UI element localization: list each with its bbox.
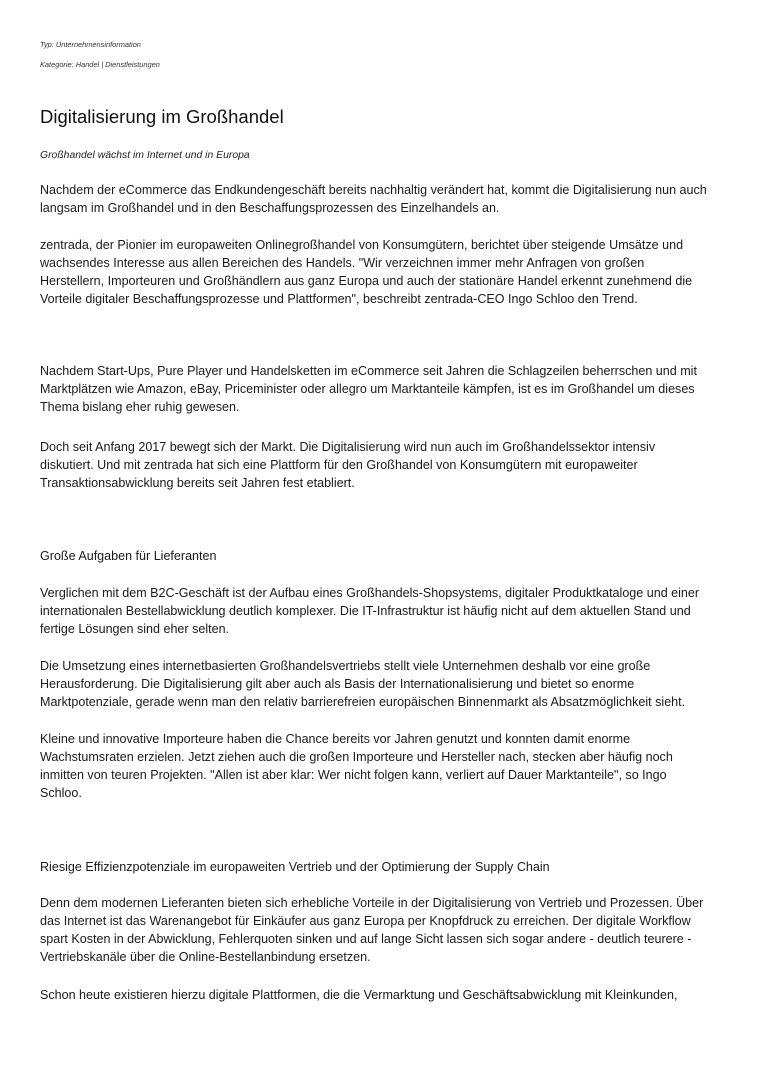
paragraph-line: Die Umsetzung eines internetbasierten Großhandelsvertriebs stellt viele Unternehmen deshalb vor eine große: [40, 659, 651, 673]
document-type-label: Typ: Unternehmensinformation: [40, 40, 141, 49]
paragraph-line: Wachstumsraten erzielen. Jetzt ziehen auch die großen Importeure und Hersteller nach, stecken aber häufig noch: [40, 750, 673, 764]
paragraph-line: das Internet ist das Warenangebot für Einkäufer aus ganz Europa per Knopfdruck zu erreichen. Der digitale Workflow: [40, 914, 691, 928]
paragraph-8: [40, 894, 730, 966]
paragraph-line: Schon heute existieren hierzu digitale Plattformen, die die Vermarktung und Geschäftsabwicklung mit Kleinkunden,: [40, 988, 678, 1002]
paragraph-line: Schloo.: [40, 786, 82, 800]
paragraph-line: Marktplätzen wie Amazon, eBay, Priceminister oder allegro um Marktanteile kämpfen, ist es im Großhandel um dieses: [40, 382, 695, 396]
paragraph-7: [40, 730, 730, 802]
paragraph-line: Thema bislang eher ruhig gewesen.: [40, 400, 240, 414]
section-heading-efficiency: Riesige Effizienzpotenziale im europaweiten Vertrieb und der Optimierung der Supply Chain: [40, 860, 550, 874]
paragraph-line: Vertriebskanäle über die Online-Bestellanbindung ersetzen.: [40, 950, 371, 964]
paragraph-line: zentrada, der Pionier im europaweiten Onlinegroßhandel von Konsumgütern, berichtet über steigende Umsätze und: [40, 238, 684, 252]
paragraph-line: Marktpotenziale, gerade wenn man den relativ barrierefreien europäischen Binnenmarkt als Absatzmöglichkeit sieht.: [40, 695, 686, 709]
paragraph-line: Denn dem modernen Lieferanten bieten sich erhebliche Vorteile in der Digitalisierung von Vertrieb und Prozessen. Über: [40, 896, 704, 910]
paragraph-line: wachsendes Interesse aus allen Bereichen des Handels. "Wir verzeichnen immer mehr Anfragen von großen: [40, 256, 645, 270]
paragraph-line: Nachdem Start-Ups, Pure Player und Handelsketten im eCommerce seit Jahren die Schlagzeilen beherrschen und mit: [40, 364, 697, 378]
article-subtitle: Großhandel wächst im Internet und in Europa: [40, 150, 250, 161]
article-title: Digitalisierung im Großhandel: [40, 106, 284, 127]
paragraph-line: Transaktionsabwicklung bereits seit Jahren fest etabliert.: [40, 476, 355, 490]
paragraph-line: diskutiert. Und mit zentrada hat sich eine Plattform für den Großhandel von Konsumgütern mit europaweiter: [40, 458, 638, 472]
paragraph-4: [40, 438, 730, 492]
paragraph-line: Nachdem der eCommerce das Endkundengeschäft bereits nachhaltig verändert hat, kommt die Digitalisierung nun auch: [40, 183, 707, 197]
paragraph-5: [40, 584, 730, 638]
paragraph-2: [40, 236, 730, 308]
paragraph-line: internationalen Bestellabwicklung deutlich komplexer. Die IT-Infrastruktur ist häufig nicht auf dem aktuellen Stand und: [40, 604, 691, 618]
paragraph-6: [40, 657, 730, 711]
paragraph-line: fertige Lösungen sind eher selten.: [40, 622, 230, 636]
document-category-label: Kategorie: Handel | Dienstleistungen: [40, 60, 160, 69]
paragraph-1: [40, 181, 730, 217]
paragraph-line: Vorteile digitaler Beschaffungsprozesse und Plattformen", beschreibt zentrada-CEO Ingo Schloo den Trend.: [40, 292, 638, 306]
paragraph-line: langsam im Großhandel und in den Beschaffungsprozessen des Einzelhandels an.: [40, 201, 500, 215]
paragraph-line: spart Kosten in der Abwicklung, Fehlerquoten sinken und auf lange Sicht lassen sich sogar andere - deutlich teurere -: [40, 932, 692, 946]
paragraph-line: Doch seit Anfang 2017 bewegt sich der Markt. Die Digitalisierung wird nun auch im Großhandelssektor intensiv: [40, 440, 656, 454]
paragraph-line: Kleine und innovative Importeure haben die Chance bereits vor Jahren genutzt und konnten damit enorme: [40, 732, 631, 746]
paragraph-3: [40, 362, 730, 416]
paragraph-line: inmitten von teuren Projekten. "Allen ist aber klar: Wer nicht folgen kann, verliert auf Dauer Marktanteile", so Ingo: [40, 768, 667, 782]
paragraph-line: Verglichen mit dem B2C-Geschäft ist der Aufbau eines Großhandels-Shopsystems, digitaler Produktkataloge und einer: [40, 586, 700, 600]
section-heading-suppliers: Große Aufgaben für Lieferanten: [40, 549, 217, 563]
paragraph-9: [40, 986, 730, 1004]
paragraph-line: Herstellern, Importeuren und Großhändlern aus ganz Europa und auch der stationäre Handel erkennt zunehmend die: [40, 274, 693, 288]
paragraph-line: Herausforderung. Die Digitalisierung gilt aber auch als Basis der Internationalisierung und bietet so enorme: [40, 677, 635, 691]
